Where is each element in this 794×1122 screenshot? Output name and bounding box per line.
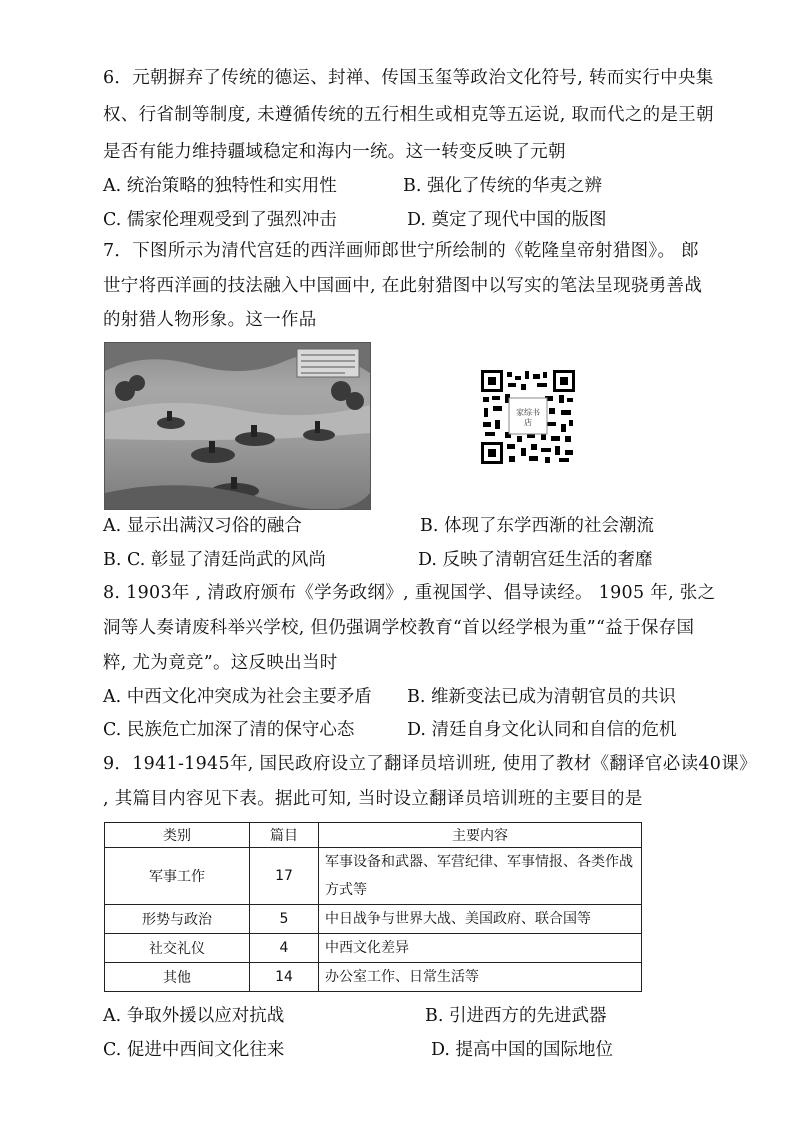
table-cell-category: 社交礼仪 xyxy=(105,934,250,963)
q9-stem-line-1: 9．1941-1945年, 国民政府设立了翻译员培训班, 使用了教材《翻译官必读40课》 xyxy=(103,754,757,774)
q9-option-b: B. 引进西方的先进武器 xyxy=(425,1006,607,1026)
qr-code xyxy=(481,370,575,464)
q8-stem-line-2: 洞等人奏请废科举兴学校, 但仍强调学校教育“首以经学根为重”“益于保存国 xyxy=(103,618,695,638)
q8-option-c: C. 民族危亡加深了清的保守心态 xyxy=(103,720,355,740)
q7-stem-line-1: 7．下图所示为清代宫廷的西洋画师郎世宁所绘制的《乾隆皇帝射猎图》。 郎 xyxy=(103,241,699,261)
q6-option-c: C. 儒家伦理观受到了强烈冲击 xyxy=(103,210,337,230)
q7-option-c: B. C. 彰显了清廷尚武的风尚 xyxy=(103,550,326,570)
painting-illustration xyxy=(105,343,370,509)
table-cell-category: 形势与政治 xyxy=(105,905,250,934)
q9-option-a: A. 争取外援以应对抗战 xyxy=(103,1006,285,1026)
table-header-category: 类别 xyxy=(105,823,250,848)
table-cell-count: 17 xyxy=(250,848,319,905)
q8-option-d: D. 清廷自身文化认同和自信的危机 xyxy=(407,720,677,740)
table-row xyxy=(105,905,642,934)
table-cell-content xyxy=(319,848,642,905)
q8-stem-line-3: 粹, 尤为竟竞”。这反映出当时 xyxy=(103,653,338,673)
q6-stem-line-2: 权、行省制等制度, 未遵循传统的五行相生或相克等五运说, 取而代之的是王朝 xyxy=(103,105,714,125)
q9-stem-line-2: , 其篇目内容见下表。据此可知, 当时设立翻译员培训班的主要目的是 xyxy=(103,789,643,809)
q7-stem-line-3: 的射猎人物形象。这一作品 xyxy=(103,310,317,330)
q8-stem-line-1: 8. 1903年 , 清政府颁布《学务政纲》, 重视国学、倡导读经。 1905 年, 张之 xyxy=(103,583,716,603)
q6-option-a: A. 统治策略的独特性和实用性 xyxy=(103,176,337,196)
table-cell-content-line: 方式等 xyxy=(325,882,367,898)
q9-option-c: C. 促进中西间文化往来 xyxy=(103,1040,285,1060)
table-cell-content: 中日战争与世界大战、美国政府、联合国等 xyxy=(319,905,642,934)
table-cell-count: 4 xyxy=(250,934,319,963)
table-header-count: 篇目 xyxy=(250,823,319,848)
q6-option-b: B. 强化了传统的华夷之辨 xyxy=(403,176,602,196)
table-cell-category: 军事工作 xyxy=(105,848,250,905)
table-row xyxy=(105,848,642,905)
table-header-row xyxy=(105,823,642,848)
table-cell-count: 5 xyxy=(250,905,319,934)
table-cell-content-line: 军事设备和武器、军营纪律、军事情报、各类作战 xyxy=(325,854,633,870)
q6-stem-line-3: 是否有能力维持疆域稳定和海内一统。这一转变反映了元朝 xyxy=(103,142,566,162)
table-cell-content: 办公室工作、日常生活等 xyxy=(319,963,642,992)
q7-option-a: A. 显示出满汉习俗的融合 xyxy=(103,516,302,536)
table-cell-content: 中西文化差异 xyxy=(319,934,642,963)
q6-option-d: D. 奠定了现代中国的版图 xyxy=(407,210,607,230)
table-cell-count: 14 xyxy=(250,963,319,992)
q7-option-d: D. 反映了清朝宫廷生活的奢靡 xyxy=(418,550,653,570)
table-row xyxy=(105,934,642,963)
q8-option-b: B. 维新变法已成为清朝官员的共识 xyxy=(407,687,676,707)
q6-stem-line-1: 6．元朝摒弃了传统的德运、封禅、传国玉玺等政治文化符号, 转而实行中央集 xyxy=(103,68,714,88)
q7-option-b: B. 体现了东学西渐的社会潮流 xyxy=(420,516,654,536)
curriculum-table xyxy=(104,822,642,992)
q8-option-a: A. 中西文化冲突成为社会主要矛盾 xyxy=(103,687,372,707)
qr-logo-label: 家综书店 xyxy=(516,408,540,427)
table-header-content: 主要内容 xyxy=(319,823,642,848)
q9-option-d: D. 提高中国的国际地位 xyxy=(431,1040,614,1060)
table-row xyxy=(105,963,642,992)
table-cell-category: 其他 xyxy=(105,963,250,992)
q7-stem-line-2: 世宁将西洋画的技法融入中国画中, 在此射猎图中以写实的笔法呈现骁勇善战 xyxy=(103,276,703,296)
hunting-painting-image xyxy=(104,342,371,510)
